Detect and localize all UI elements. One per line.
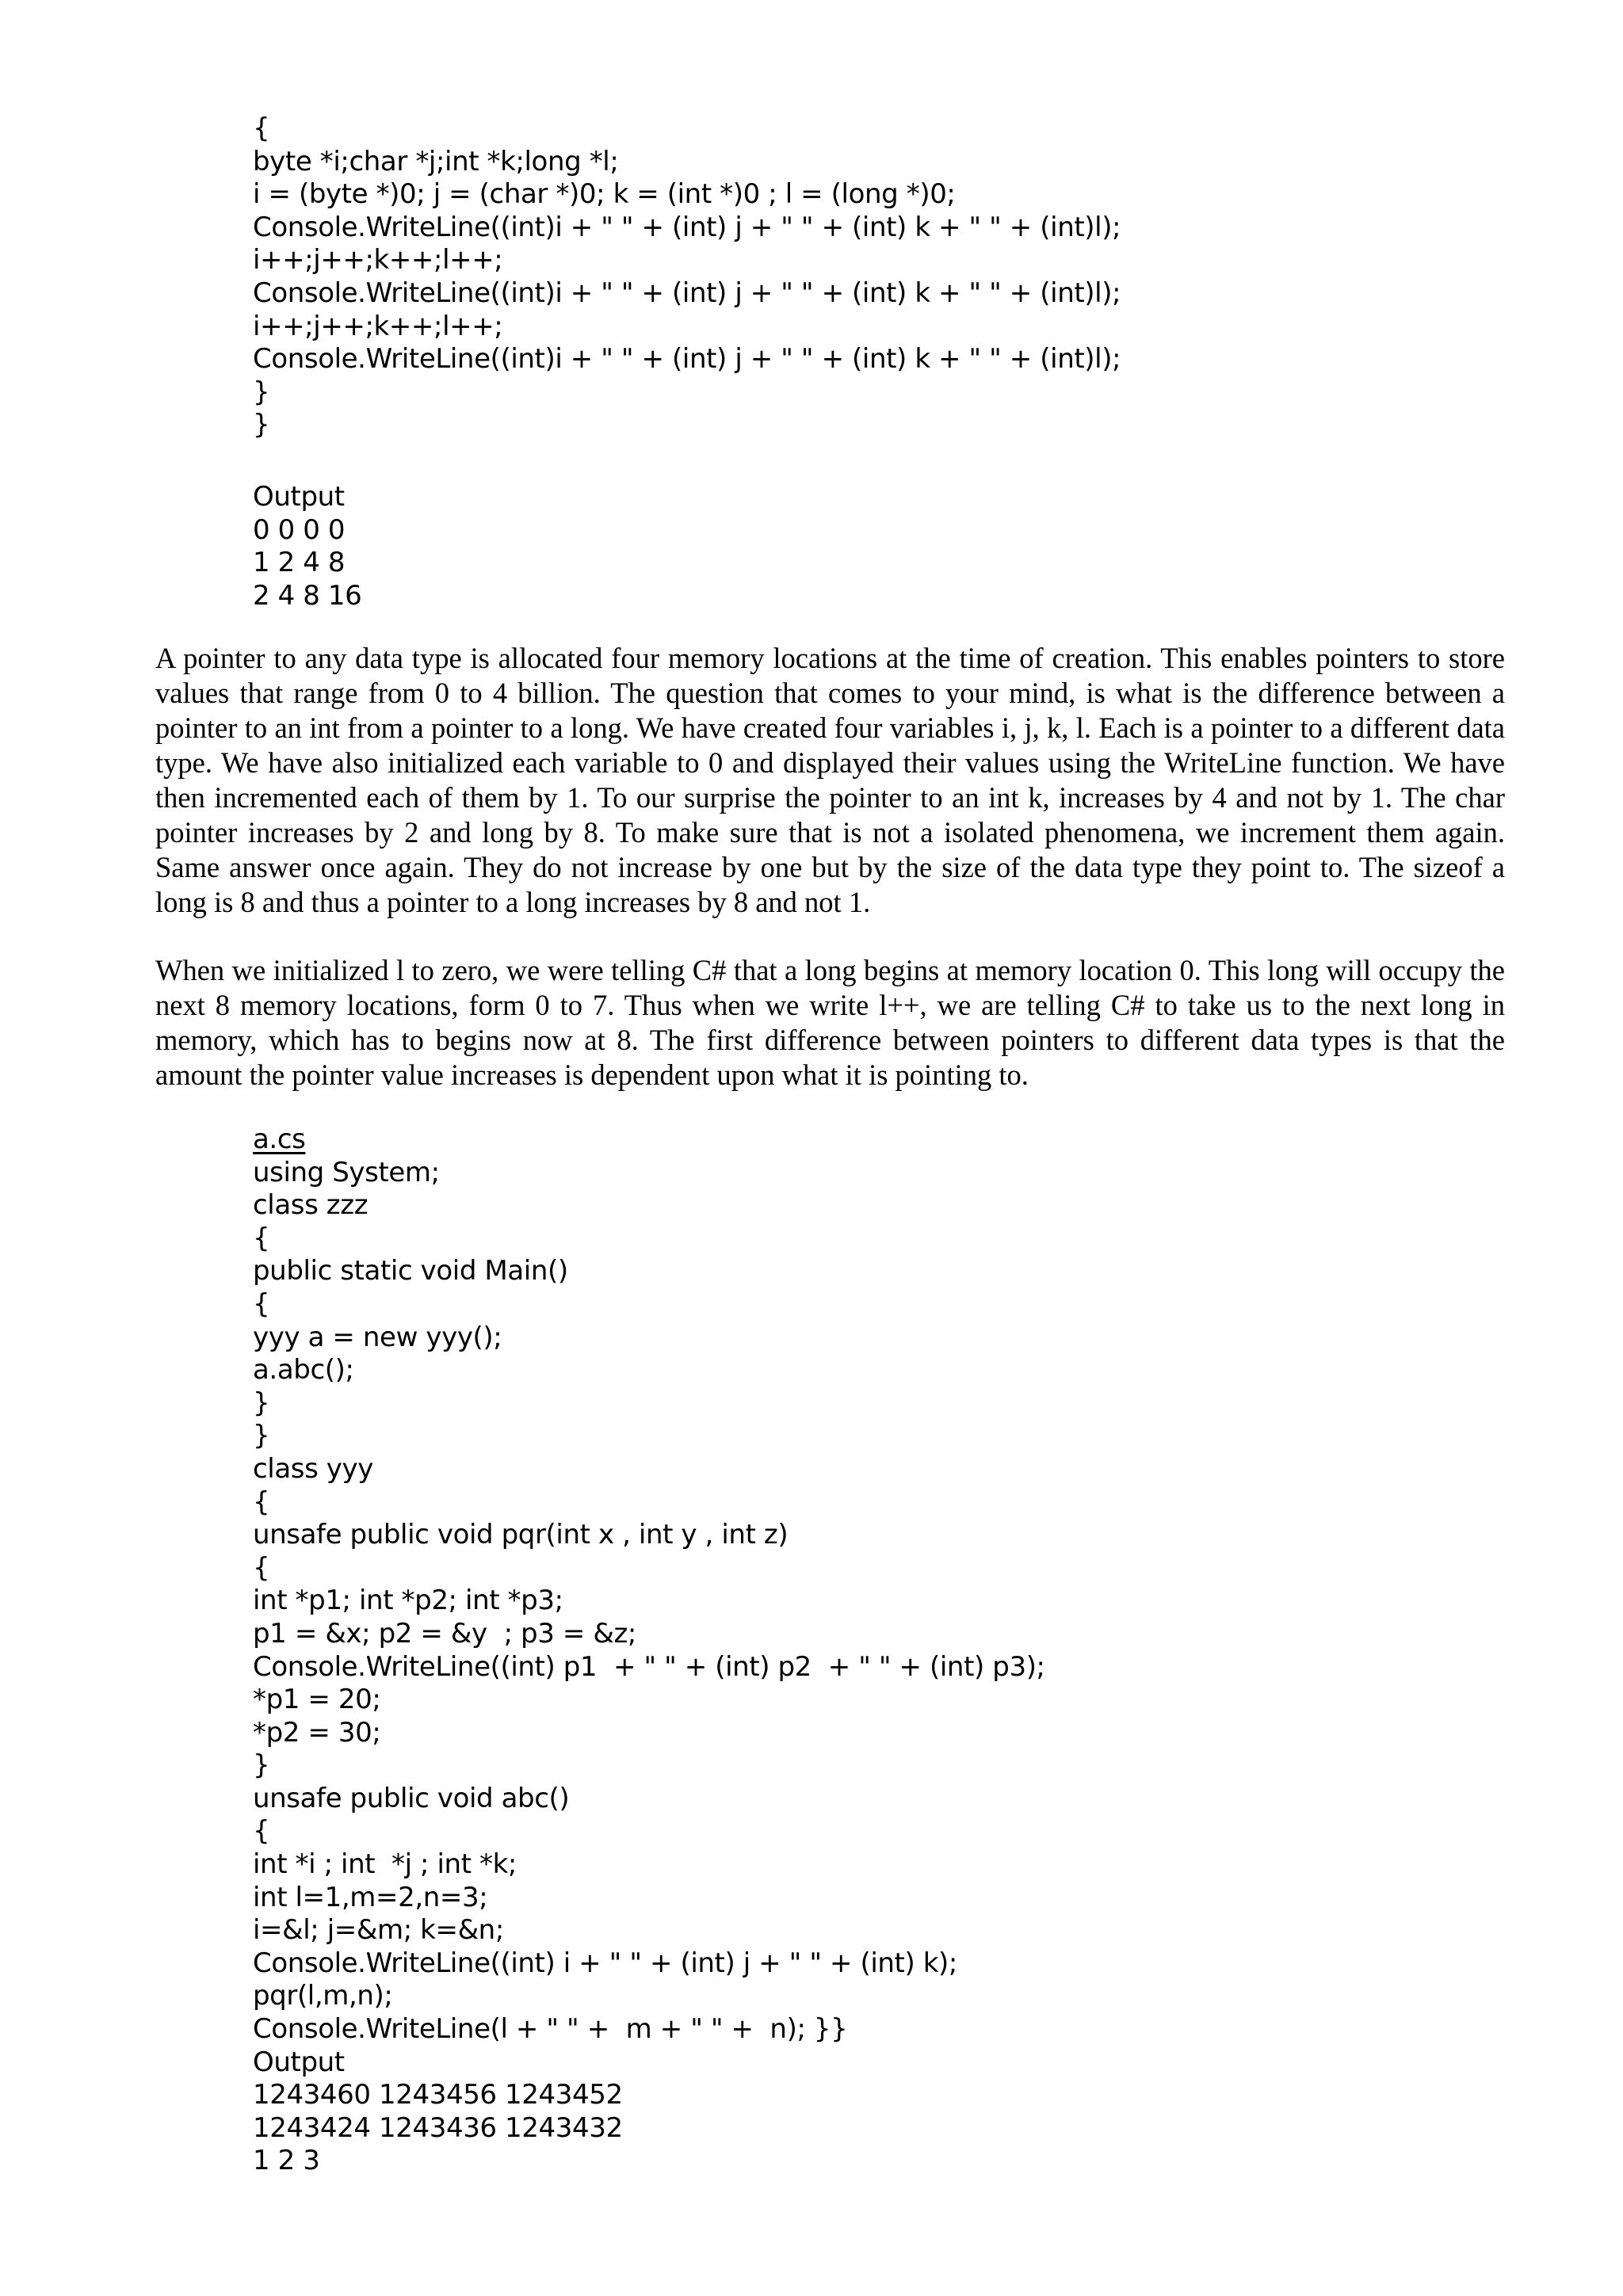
code-line: using System; <box>253 1156 440 1188</box>
code-line: i++;j++;k++;l++; <box>253 244 503 277</box>
output-line: 0 0 0 0 <box>253 513 346 546</box>
code-line: int *i ; int *j ; int *k; <box>253 1848 517 1881</box>
code-line: } <box>253 1749 270 1782</box>
code-line: Console.WriteLine(l + " " + m + " " + n); }} <box>253 2013 848 2046</box>
output-block-1 <box>253 481 361 612</box>
code-line: { <box>253 1486 270 1518</box>
output-line: 1243424 1243436 1243432 <box>253 2111 623 2144</box>
code-line: { <box>253 1551 270 1584</box>
code-line: Console.WriteLine((int)i + " " + (int) j + " " + (int) k + " " + (int)l); <box>253 211 1121 243</box>
paragraph-pointer-increment: When we initialized l to zero, we were telling C# that a long begins at memory location 0. This long will occupy the next 8 memory locations, form 0 to 7. Thus when we write l++, we are telling C# to take us to the next long in memory, which has to begins now at 8. The first difference between pointers to different data types is that the amount the pointer value increases is dependent upon what it is pointing to. <box>155 954 1505 1091</box>
code-line: } <box>253 1420 270 1452</box>
code-line: public static void Main() <box>253 1255 568 1287</box>
code-line: byte *i;char *j;int *k;long *l; <box>253 145 619 177</box>
output-line: 1 2 3 <box>253 2145 320 2177</box>
code-line: class zzz <box>253 1189 369 1222</box>
code-line: class yyy <box>253 1452 373 1485</box>
code-line: unsafe public void pqr(int x , int y , int z) <box>253 1519 789 1551</box>
code-line: Console.WriteLine((int) i + " " + (int) j + " " + (int) k); <box>253 1947 957 1979</box>
code-line: Console.WriteLine((int) p1 + " " + (int) p2 + " " + (int) p3); <box>253 1650 1045 1683</box>
output-line: 1 2 4 8 <box>253 547 346 579</box>
output-label: Output <box>253 481 345 513</box>
code-line: int *p1; int *p2; int *p3; <box>253 1585 563 1617</box>
code-line: { <box>253 1815 270 1848</box>
code-line: *p2 = 30; <box>253 1716 381 1749</box>
code-line: i = (byte *)0; j = (char *)0; k = (int *)0 ; l = (long *)0; <box>253 178 956 211</box>
output-label: Output <box>253 2046 345 2078</box>
code-line: p1 = &x; p2 = &y ; p3 = &z; <box>253 1617 636 1650</box>
code-line: i=&l; j=&m; k=&n; <box>253 1914 504 1947</box>
code-block-1 <box>253 113 1121 442</box>
file-name: a.cs <box>253 1123 306 1155</box>
code-line: unsafe public void abc() <box>253 1782 570 1814</box>
code-line: } <box>253 409 270 441</box>
code-line: { <box>253 1222 270 1254</box>
code-line: a.abc(); <box>253 1354 354 1386</box>
code-line: pqr(l,m,n); <box>253 1980 393 2012</box>
code-block-2 <box>253 1123 1045 2178</box>
code-line: Console.WriteLine((int)i + " " + (int) j + " " + (int) k + " " + (int)l); <box>253 277 1121 309</box>
output-line: 1243460 1243456 1243452 <box>253 2079 623 2111</box>
code-line: *p1 = 20; <box>253 1684 381 1716</box>
paragraph-pointer-size: A pointer to any data type is allocated four memory locations at the time of creation. This enables pointers to store values that range from 0 to 4 billion. The question that comes to your mind, is what is the difference between a pointer to an int from a pointer to a long. We have created four variables i, j, k, l. Each is a pointer to a different data type. We have also initialized each variable to 0 and displayed their values using the WriteLine function. We have then incremented each of them by 1. To our surprise the pointer to an int k, increases by 4 and not by 1. The char pointer increases by 2 and long by 8. To make sure that is not a isolated phenomena, we increment them again. Same answer once again. They do not increase by one but by the size of the data type they point to. The sizeof a long is 8 and thus a pointer to a long increases by 8 and not 1. <box>155 642 1505 918</box>
code-line: yyy a = new yyy(); <box>253 1321 502 1353</box>
code-line: Console.WriteLine((int)i + " " + (int) j + " " + (int) k + " " + (int)l); <box>253 343 1121 376</box>
code-line: { <box>253 113 270 144</box>
output-line: 2 4 8 16 <box>253 579 362 612</box>
code-line: } <box>253 376 270 408</box>
code-line: int l=1,m=2,n=3; <box>253 1881 488 1913</box>
code-line: { <box>253 1287 270 1320</box>
code-line: } <box>253 1386 270 1419</box>
code-line: i++;j++;k++;l++; <box>253 310 503 342</box>
